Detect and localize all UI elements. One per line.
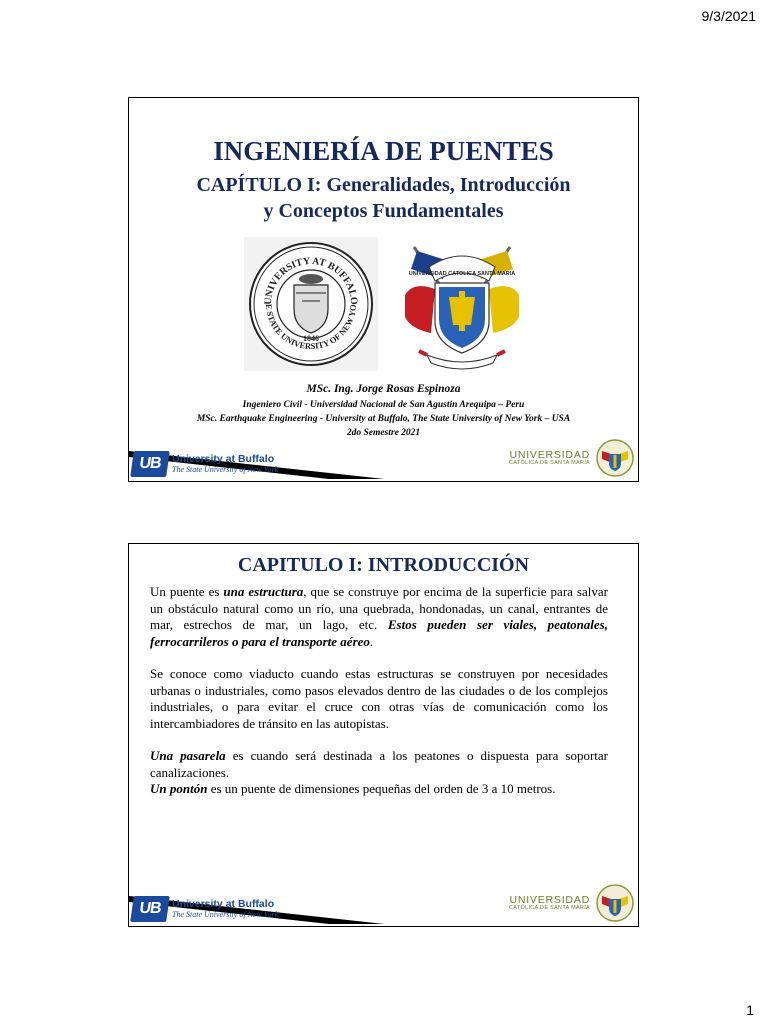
text-run: es un puente de dimensiones pequeñas del orden de 3 a 10 metros. bbox=[207, 781, 556, 796]
ub-logo bbox=[132, 896, 278, 922]
emphasis-una-pasarela: Una pasarela bbox=[150, 748, 226, 763]
slide-footer bbox=[129, 439, 638, 481]
slide-introduccion bbox=[128, 543, 639, 927]
ub-logo-sub: The State University of New York bbox=[172, 464, 279, 474]
ub-mark-icon: UB bbox=[130, 896, 170, 922]
slide-title bbox=[128, 97, 639, 482]
ucsm-crest bbox=[399, 237, 525, 371]
subtitle-line-1: CAPÍTULO I: Generalidades, Introducción bbox=[196, 174, 571, 196]
subtitle-line-2: y Conceptos Fundamentales bbox=[263, 200, 504, 222]
author-name: MSc. Ing. Jorge Rosas Espinoza bbox=[306, 383, 461, 395]
ucsm-logo-sub: CATÓLICA DE SANTA MARÍA bbox=[509, 904, 590, 911]
author-credential-2: MSc. Earthquake Engineering - University at Buffalo, The State University of New York – USA bbox=[196, 414, 571, 424]
ub-mark-icon: UB bbox=[130, 451, 170, 477]
ub-logo-name: University at Buffalo bbox=[172, 898, 275, 911]
semester-label: 2do Semestre 2021 bbox=[346, 428, 421, 438]
text-run: . bbox=[369, 633, 374, 649]
university-at-buffalo-seal bbox=[244, 237, 378, 371]
page-number: 1 bbox=[746, 1002, 754, 1018]
emphasis-un-ponton: Un pontón bbox=[150, 781, 208, 796]
ub-logo-sub: The State University of New York bbox=[172, 909, 279, 919]
crest-text: UNIVERSIDAD CATOLICA SANTA MARIA bbox=[408, 271, 516, 277]
seal-top-text: UNIVERSITY AT BUFFALO bbox=[262, 255, 360, 306]
paragraph-ponton bbox=[150, 781, 608, 798]
ucsm-badge-icon bbox=[596, 884, 634, 922]
paragraph-pasarela bbox=[150, 748, 608, 781]
author-credential-1: Ingeniero Civil - Universidad Nacional de San Agustin Arequipa – Peru bbox=[242, 400, 525, 410]
ucsm-logo bbox=[509, 884, 634, 922]
emphasis-tipos: Estos pueden ser viales, peatonales, ferrocarrileros o para el transporte aéreo bbox=[150, 617, 608, 649]
ucsm-logo-name: UNIVERSIDAD bbox=[509, 449, 590, 461]
ucsm-logo bbox=[509, 439, 634, 477]
paragraph-viaducto: Se conoce como viaducto cuando estas estructuras se construyen por necesidades urbanas o industriales, como pasos elevados dentro de las ciudades o de los complejos industriales, o para evitar el cruce con otras vías de comunicación como los intercambiadores de tránsito en las autopistas. bbox=[150, 666, 608, 731]
seal-year: 1846 bbox=[303, 334, 319, 343]
ub-logo bbox=[132, 451, 278, 477]
text-run: es cuando será destinada a los peatones o dispuesta para soportar canalizaciones. bbox=[150, 748, 608, 780]
slide-heading: CAPITULO I: INTRODUCCIÓN bbox=[237, 554, 530, 576]
emphasis-una-estructura: una estructura bbox=[223, 584, 304, 599]
slide-footer bbox=[129, 884, 638, 926]
slide-body bbox=[150, 584, 608, 798]
ub-logo-name: University at Buffalo bbox=[172, 453, 275, 466]
ucsm-logo-sub: CATÓLICA DE SANTA MARÍA bbox=[509, 459, 590, 466]
paragraph-puente bbox=[150, 584, 608, 650]
slide-title-heading: INGENIERÍA DE PUENTES bbox=[213, 136, 554, 166]
seal-bottom-text: E STATE UNIVERSITY OF NEW YO bbox=[263, 303, 359, 352]
ucsm-logo-name: UNIVERSIDAD bbox=[509, 894, 590, 906]
ucsm-badge-icon bbox=[596, 439, 634, 477]
page-date: 9/3/2021 bbox=[701, 8, 756, 24]
slide-subtitle bbox=[149, 172, 618, 224]
text-run: Un puente es bbox=[150, 584, 224, 599]
text-run: , que se construye por encima de la superficie para salvar un obstáculo natural como un río, una quebrada, hondonadas, un canal, entrantes de mar, estrechos de mar, un lago, etc. bbox=[150, 584, 608, 632]
